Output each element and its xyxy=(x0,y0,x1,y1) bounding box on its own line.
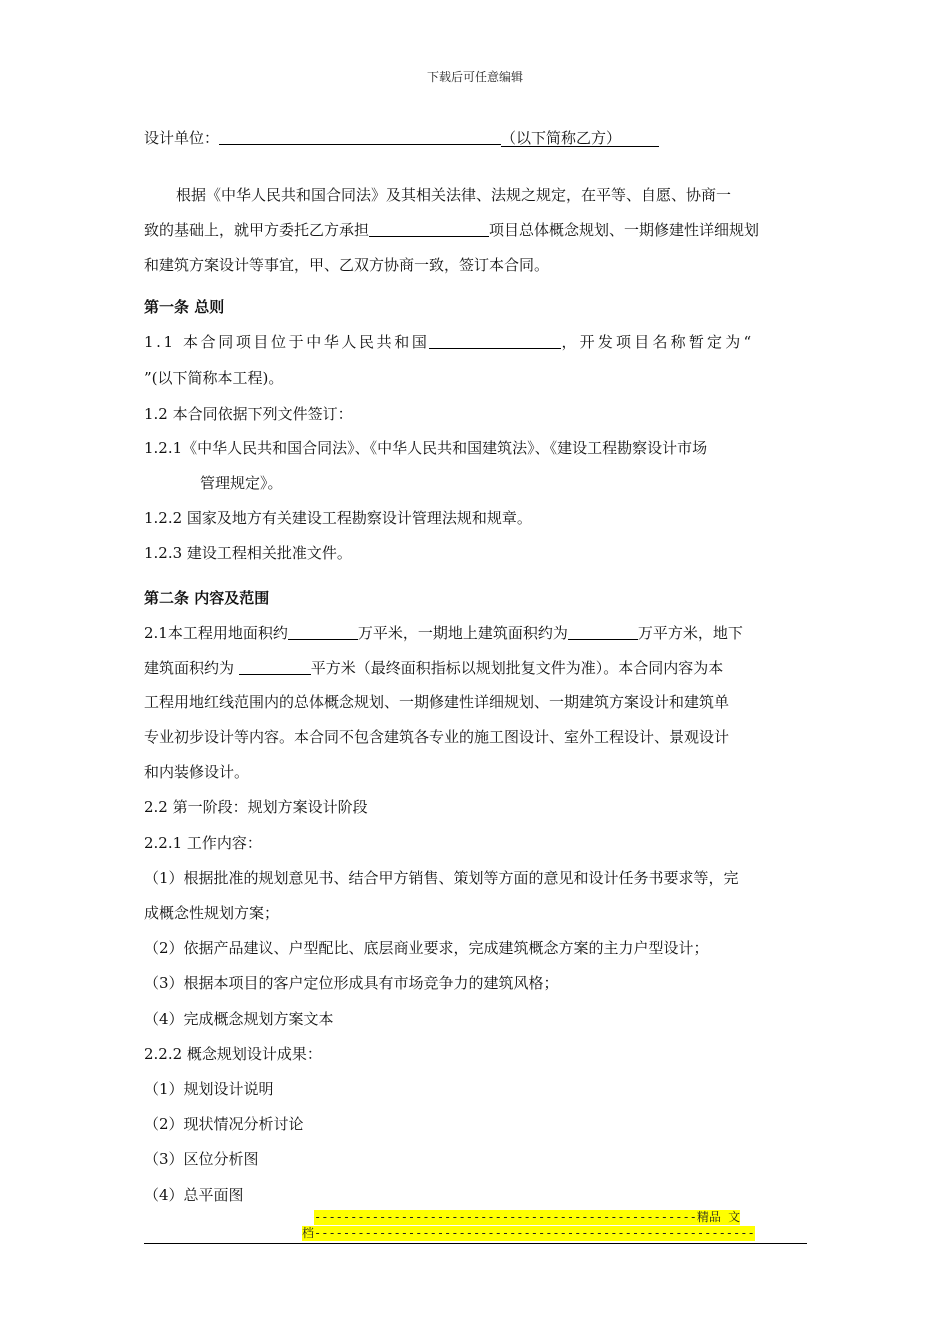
clause-1-2-3: 1.2.3 建设工程相关批准文件。 xyxy=(144,544,352,562)
work-item-1: （1）根据批准的规划意见书、结合甲方销售、策划等方面的意见和设计任务书要求等，完 xyxy=(144,869,739,887)
above-ground-area-blank xyxy=(568,623,638,640)
page-header: 下载后可任意编辑 xyxy=(426,70,523,84)
result-item-2: （2）现状情况分析讨论 xyxy=(144,1115,304,1133)
footer-line-2: 档------------------------------------------------------------- xyxy=(302,1226,755,1240)
clause-1-2-1-cont: 管理规定》。 xyxy=(200,474,283,492)
clause-2-1-l2: 建筑面积约为 平方米（最终面积指标以规划批复文件为准）。本合同内容为本 xyxy=(144,659,724,677)
clause-1-2: 1.2 本合同依据下列文件签订： xyxy=(144,405,353,423)
work-item-2: （2）依据产品建议、户型配比、底层商业要求，完成建筑概念方案的主力户型设计； xyxy=(144,939,709,957)
result-item-4: （4）总平面图 xyxy=(144,1186,244,1204)
intro-line-2: 致的基础上，就甲方委托乙方承担 项目总体概念规划、一期修建性详细规划 xyxy=(144,221,760,239)
work-item-4: （4）完成概念规划方案文本 xyxy=(144,1010,334,1028)
intro-line-3: 和建筑方案设计等事宜，甲、乙双方协商一致，签订本合同。 xyxy=(144,256,550,274)
article-1-title: 第一条 总则 xyxy=(144,298,225,316)
designer-suffix: （以下简称乙方） xyxy=(501,128,659,147)
result-item-1: （1）规划设计说明 xyxy=(144,1080,274,1098)
underground-area-blank xyxy=(239,658,311,675)
clause-1-2-1: 1.2.1《中华人民共和国合同法》、《中华人民共和国建筑法》、《建设工程勘察设计市场 xyxy=(144,439,708,457)
clause-2-2-2: 2.2.2 概念规划设计成果： xyxy=(144,1045,322,1063)
footer-rule xyxy=(144,1243,807,1244)
designer-line xyxy=(144,128,807,148)
clause-2-1-l4: 专业初步设计等内容。本合同不包含建筑各专业的施工图设计、室外工程设计、景观设计 xyxy=(144,728,730,746)
footer-line-1: -----------------------------------------------------精品 文 xyxy=(314,1210,741,1224)
site-area-blank xyxy=(288,623,358,640)
result-item-3: （3）区位分析图 xyxy=(144,1150,259,1168)
clause-1-2-2: 1.2.2 国家及地方有关建设工程勘察设计管理法规和规章。 xyxy=(144,509,532,527)
designer-blank xyxy=(219,128,501,145)
clause-1-1-cont: ”(以下简称本工程)。 xyxy=(144,369,284,387)
clause-2-2: 2.2 第一阶段：规划方案设计阶段 xyxy=(144,798,368,816)
clause-2-1-l5: 和内装修设计。 xyxy=(144,763,250,781)
location-blank xyxy=(429,332,561,349)
clause-2-2-1: 2.2.1 工作内容： xyxy=(144,834,262,852)
clause-2-1: 2.1本工程用地面积约 万平米，一期地上建筑面积约为 万平方米，地下 xyxy=(144,624,743,642)
project-blank xyxy=(369,220,489,237)
designer-label: 设计单位： xyxy=(144,129,220,147)
intro-line-1: 根据《中华人民共和国合同法》及其相关法律、法规之规定，在平等、自愿、协商一 xyxy=(176,186,732,204)
clause-2-1-l3: 工程用地红线范围内的总体概念规划、一期修建性详细规划、一期建筑方案设计和建筑单 xyxy=(144,693,730,711)
article-2-title: 第二条 内容及范围 xyxy=(144,589,270,607)
work-item-1-cont: 成概念性规划方案； xyxy=(144,904,280,922)
clause-1-1: 1.1 本合同项目位于中华人民共和国 ，开发项目名称暂定为“ xyxy=(144,333,755,351)
work-item-3: （3）根据本项目的客户定位形成具有市场竞争力的建筑风格； xyxy=(144,974,559,992)
